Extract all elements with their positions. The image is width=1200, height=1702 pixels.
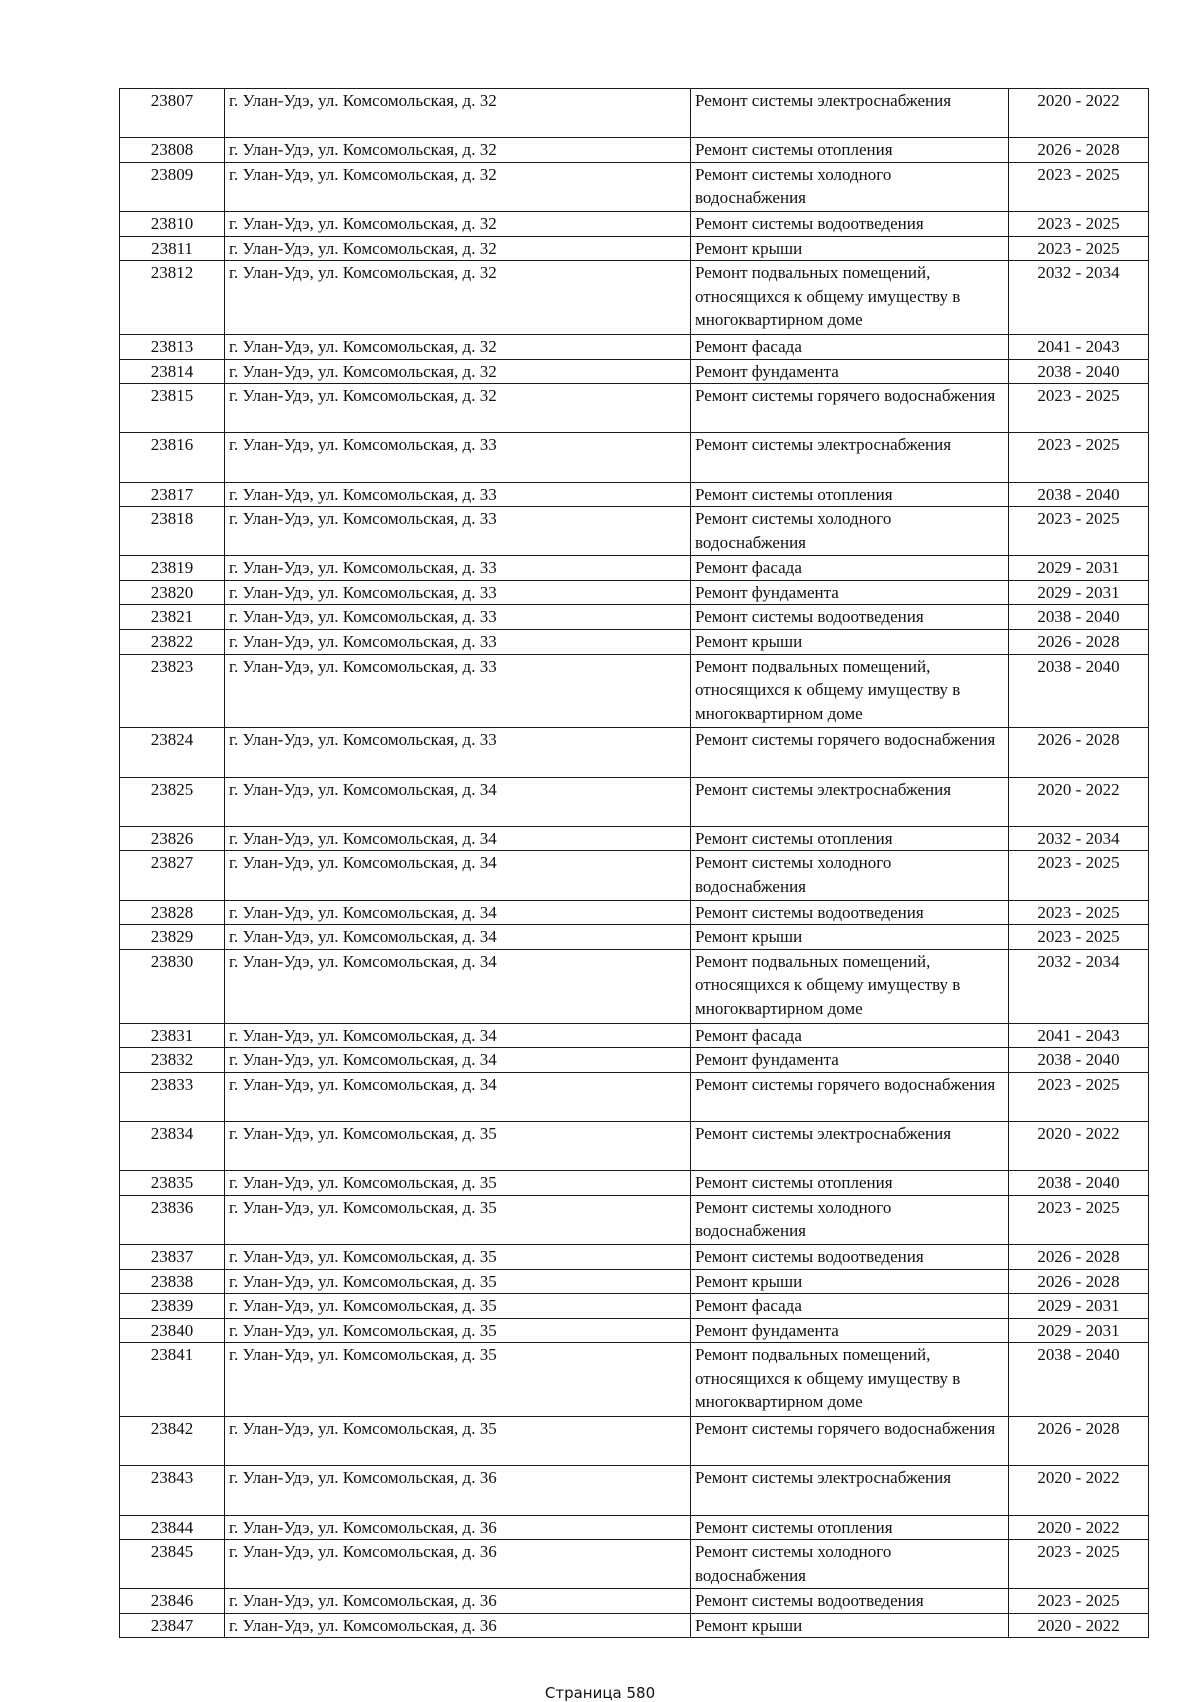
table-row (120, 1023, 1149, 1048)
table-row (120, 162, 1149, 211)
row-id-cell: 23826 (120, 826, 225, 851)
address-cell: г. Улан-Удэ, ул. Комсомольская, д. 33 (225, 556, 691, 581)
work-type-cell: Ремонт системы отопления (691, 138, 1009, 163)
work-type-cell: Ремонт системы холодного водоснабжения (691, 1195, 1009, 1244)
work-type-cell: Ремонт фасада (691, 1294, 1009, 1319)
work-type-cell: Ремонт системы водоотведения (691, 605, 1009, 630)
work-type-cell: Ремонт системы горячего водоснабжения (691, 728, 1009, 777)
table-row (120, 334, 1149, 359)
repair-schedule-table (119, 88, 1149, 1638)
work-type-cell: Ремонт системы холодного водоснабжения (691, 162, 1009, 211)
period-cell: 2041 - 2043 (1009, 1023, 1149, 1048)
period-cell: 2023 - 2025 (1009, 433, 1149, 482)
table-row (120, 89, 1149, 138)
address-cell: г. Улан-Удэ, ул. Комсомольская, д. 35 (225, 1294, 691, 1319)
row-id-cell: 23809 (120, 162, 225, 211)
work-type-cell: Ремонт фасада (691, 556, 1009, 581)
address-cell: г. Улан-Удэ, ул. Комсомольская, д. 32 (225, 384, 691, 433)
table-row (120, 1515, 1149, 1540)
address-cell: г. Улан-Удэ, ул. Комсомольская, д. 33 (225, 728, 691, 777)
period-cell: 2023 - 2025 (1009, 162, 1149, 211)
table-row (120, 1318, 1149, 1343)
row-id-cell: 23842 (120, 1417, 225, 1466)
table-row (120, 1244, 1149, 1269)
period-cell: 2026 - 2028 (1009, 1269, 1149, 1294)
row-id-cell: 23829 (120, 925, 225, 950)
row-id-cell: 23818 (120, 507, 225, 556)
work-type-cell: Ремонт системы водоотведения (691, 1589, 1009, 1614)
row-id-cell: 23821 (120, 605, 225, 630)
address-cell: г. Улан-Удэ, ул. Комсомольская, д. 34 (225, 1023, 691, 1048)
row-id-cell: 23832 (120, 1048, 225, 1073)
work-type-cell: Ремонт фундамента (691, 359, 1009, 384)
address-cell: г. Улан-Удэ, ул. Комсомольская, д. 32 (225, 334, 691, 359)
address-cell: г. Улан-Удэ, ул. Комсомольская, д. 33 (225, 605, 691, 630)
period-cell: 2032 - 2034 (1009, 261, 1149, 335)
row-id-cell: 23823 (120, 654, 225, 728)
row-id-cell: 23840 (120, 1318, 225, 1343)
period-cell: 2026 - 2028 (1009, 1417, 1149, 1466)
table-row (120, 384, 1149, 433)
table-row (120, 580, 1149, 605)
address-cell: г. Улан-Удэ, ул. Комсомольская, д. 33 (225, 654, 691, 728)
table-row (120, 1048, 1149, 1073)
work-type-cell: Ремонт крыши (691, 925, 1009, 950)
work-type-cell: Ремонт системы отопления (691, 482, 1009, 507)
address-cell: г. Улан-Удэ, ул. Комсомольская, д. 33 (225, 630, 691, 655)
work-type-cell: Ремонт системы горячего водоснабжения (691, 1417, 1009, 1466)
period-cell: 2038 - 2040 (1009, 605, 1149, 630)
address-cell: г. Улан-Удэ, ул. Комсомольская, д. 34 (225, 777, 691, 826)
table-row (120, 1613, 1149, 1638)
table-row (120, 507, 1149, 556)
table-row (120, 605, 1149, 630)
row-id-cell: 23843 (120, 1466, 225, 1515)
address-cell: г. Улан-Удэ, ул. Комсомольская, д. 35 (225, 1244, 691, 1269)
address-cell: г. Улан-Удэ, ул. Комсомольская, д. 32 (225, 138, 691, 163)
table-row (120, 900, 1149, 925)
table-row (120, 1417, 1149, 1466)
period-cell: 2038 - 2040 (1009, 1171, 1149, 1196)
period-cell: 2023 - 2025 (1009, 900, 1149, 925)
address-cell: г. Улан-Удэ, ул. Комсомольская, д. 35 (225, 1417, 691, 1466)
address-cell: г. Улан-Удэ, ул. Комсомольская, д. 35 (225, 1171, 691, 1196)
table-row (120, 1121, 1149, 1170)
row-id-cell: 23810 (120, 211, 225, 236)
row-id-cell: 23833 (120, 1072, 225, 1121)
address-cell: г. Улан-Удэ, ул. Комсомольская, д. 32 (225, 261, 691, 335)
address-cell: г. Улан-Удэ, ул. Комсомольская, д. 34 (225, 826, 691, 851)
row-id-cell: 23844 (120, 1515, 225, 1540)
row-id-cell: 23822 (120, 630, 225, 655)
row-id-cell: 23847 (120, 1613, 225, 1638)
table-row (120, 925, 1149, 950)
address-cell: г. Улан-Удэ, ул. Комсомольская, д. 36 (225, 1515, 691, 1540)
table-row (120, 1540, 1149, 1589)
work-type-cell: Ремонт подвальных помещений, относящихся к общему имуществу в многоквартирном доме (691, 1343, 1009, 1417)
work-type-cell: Ремонт системы электроснабжения (691, 433, 1009, 482)
address-cell: г. Улан-Удэ, ул. Комсомольская, д. 32 (225, 162, 691, 211)
table-row (120, 1589, 1149, 1614)
period-cell: 2029 - 2031 (1009, 580, 1149, 605)
address-cell: г. Улан-Удэ, ул. Комсомольская, д. 36 (225, 1613, 691, 1638)
period-cell: 2026 - 2028 (1009, 1244, 1149, 1269)
period-cell: 2023 - 2025 (1009, 1195, 1149, 1244)
work-type-cell: Ремонт фасада (691, 1023, 1009, 1048)
row-id-cell: 23838 (120, 1269, 225, 1294)
period-cell: 2023 - 2025 (1009, 851, 1149, 900)
period-cell: 2020 - 2022 (1009, 1466, 1149, 1515)
period-cell: 2029 - 2031 (1009, 556, 1149, 581)
row-id-cell: 23811 (120, 236, 225, 261)
work-type-cell: Ремонт фундамента (691, 580, 1009, 605)
period-cell: 2023 - 2025 (1009, 1540, 1149, 1589)
work-type-cell: Ремонт фундамента (691, 1048, 1009, 1073)
work-type-cell: Ремонт системы водоотведения (691, 900, 1009, 925)
address-cell: г. Улан-Удэ, ул. Комсомольская, д. 34 (225, 949, 691, 1023)
table-row (120, 949, 1149, 1023)
work-type-cell: Ремонт подвальных помещений, относящихся к общему имуществу в многоквартирном доме (691, 654, 1009, 728)
period-cell: 2029 - 2031 (1009, 1294, 1149, 1319)
work-type-cell: Ремонт крыши (691, 236, 1009, 261)
work-type-cell: Ремонт фундамента (691, 1318, 1009, 1343)
row-id-cell: 23813 (120, 334, 225, 359)
period-cell: 2020 - 2022 (1009, 777, 1149, 826)
address-cell: г. Улан-Удэ, ул. Комсомольская, д. 34 (225, 1072, 691, 1121)
table-row (120, 826, 1149, 851)
row-id-cell: 23814 (120, 359, 225, 384)
table-row (120, 1294, 1149, 1319)
table-row (120, 1269, 1149, 1294)
address-cell: г. Улан-Удэ, ул. Комсомольская, д. 32 (225, 89, 691, 138)
address-cell: г. Улан-Удэ, ул. Комсомольская, д. 33 (225, 580, 691, 605)
address-cell: г. Улан-Удэ, ул. Комсомольская, д. 32 (225, 236, 691, 261)
address-cell: г. Улан-Удэ, ул. Комсомольская, д. 34 (225, 1048, 691, 1073)
work-type-cell: Ремонт системы водоотведения (691, 1244, 1009, 1269)
period-cell: 2026 - 2028 (1009, 138, 1149, 163)
period-cell: 2023 - 2025 (1009, 384, 1149, 433)
row-id-cell: 23846 (120, 1589, 225, 1614)
row-id-cell: 23819 (120, 556, 225, 581)
address-cell: г. Улан-Удэ, ул. Комсомольская, д. 32 (225, 211, 691, 236)
work-type-cell: Ремонт системы электроснабжения (691, 89, 1009, 138)
work-type-cell: Ремонт системы отопления (691, 1171, 1009, 1196)
row-id-cell: 23835 (120, 1171, 225, 1196)
period-cell: 2038 - 2040 (1009, 1048, 1149, 1073)
address-cell: г. Улан-Удэ, ул. Комсомольская, д. 33 (225, 482, 691, 507)
address-cell: г. Улан-Удэ, ул. Комсомольская, д. 34 (225, 851, 691, 900)
table-row (120, 728, 1149, 777)
address-cell: г. Улан-Удэ, ул. Комсомольская, д. 35 (225, 1269, 691, 1294)
period-cell: 2023 - 2025 (1009, 925, 1149, 950)
row-id-cell: 23824 (120, 728, 225, 777)
period-cell: 2041 - 2043 (1009, 334, 1149, 359)
address-cell: г. Улан-Удэ, ул. Комсомольская, д. 32 (225, 359, 691, 384)
table-row (120, 777, 1149, 826)
address-cell: г. Улан-Удэ, ул. Комсомольская, д. 35 (225, 1343, 691, 1417)
row-id-cell: 23831 (120, 1023, 225, 1048)
table-row (120, 211, 1149, 236)
period-cell: 2038 - 2040 (1009, 482, 1149, 507)
period-cell: 2029 - 2031 (1009, 1318, 1149, 1343)
work-type-cell: Ремонт подвальных помещений, относящихся к общему имуществу в многоквартирном доме (691, 949, 1009, 1023)
work-type-cell: Ремонт фасада (691, 334, 1009, 359)
table-row (120, 851, 1149, 900)
work-type-cell: Ремонт крыши (691, 1613, 1009, 1638)
work-type-cell: Ремонт крыши (691, 630, 1009, 655)
table-row (120, 261, 1149, 335)
table-body (120, 89, 1149, 1638)
address-cell: г. Улан-Удэ, ул. Комсомольская, д. 33 (225, 507, 691, 556)
row-id-cell: 23820 (120, 580, 225, 605)
table-row (120, 630, 1149, 655)
table-row (120, 482, 1149, 507)
address-cell: г. Улан-Удэ, ул. Комсомольская, д. 33 (225, 433, 691, 482)
period-cell: 2032 - 2034 (1009, 949, 1149, 1023)
period-cell: 2020 - 2022 (1009, 89, 1149, 138)
work-type-cell: Ремонт системы отопления (691, 826, 1009, 851)
table-row (120, 654, 1149, 728)
row-id-cell: 23837 (120, 1244, 225, 1269)
address-cell: г. Улан-Удэ, ул. Комсомольская, д. 34 (225, 900, 691, 925)
row-id-cell: 23845 (120, 1540, 225, 1589)
period-cell: 2038 - 2040 (1009, 359, 1149, 384)
period-cell: 2023 - 2025 (1009, 507, 1149, 556)
work-type-cell: Ремонт системы горячего водоснабжения (691, 1072, 1009, 1121)
table-row (120, 1072, 1149, 1121)
page-number: Страница 580 (544, 1684, 656, 1702)
work-type-cell: Ремонт системы холодного водоснабжения (691, 507, 1009, 556)
row-id-cell: 23815 (120, 384, 225, 433)
row-id-cell: 23841 (120, 1343, 225, 1417)
work-type-cell: Ремонт подвальных помещений, относящихся к общему имуществу в многоквартирном доме (691, 261, 1009, 335)
work-type-cell: Ремонт системы электроснабжения (691, 1121, 1009, 1170)
table-row (120, 556, 1149, 581)
row-id-cell: 23807 (120, 89, 225, 138)
work-type-cell: Ремонт системы электроснабжения (691, 777, 1009, 826)
work-type-cell: Ремонт системы электроснабжения (691, 1466, 1009, 1515)
row-id-cell: 23839 (120, 1294, 225, 1319)
table-row (120, 359, 1149, 384)
work-type-cell: Ремонт системы горячего водоснабжения (691, 384, 1009, 433)
period-cell: 2020 - 2022 (1009, 1613, 1149, 1638)
work-type-cell: Ремонт системы отопления (691, 1515, 1009, 1540)
period-cell: 2026 - 2028 (1009, 728, 1149, 777)
row-id-cell: 23828 (120, 900, 225, 925)
address-cell: г. Улан-Удэ, ул. Комсомольская, д. 36 (225, 1540, 691, 1589)
address-cell: г. Улан-Удэ, ул. Комсомольская, д. 35 (225, 1318, 691, 1343)
work-type-cell: Ремонт системы водоотведения (691, 211, 1009, 236)
table-row (120, 1195, 1149, 1244)
row-id-cell: 23817 (120, 482, 225, 507)
period-cell: 2023 - 2025 (1009, 211, 1149, 236)
table-row (120, 433, 1149, 482)
row-id-cell: 23825 (120, 777, 225, 826)
period-cell: 2026 - 2028 (1009, 630, 1149, 655)
table-row (120, 138, 1149, 163)
period-cell: 2032 - 2034 (1009, 826, 1149, 851)
period-cell: 2038 - 2040 (1009, 1343, 1149, 1417)
work-type-cell: Ремонт системы холодного водоснабжения (691, 1540, 1009, 1589)
table-row (120, 1466, 1149, 1515)
row-id-cell: 23830 (120, 949, 225, 1023)
address-cell: г. Улан-Удэ, ул. Комсомольская, д. 35 (225, 1121, 691, 1170)
address-cell: г. Улан-Удэ, ул. Комсомольская, д. 34 (225, 925, 691, 950)
period-cell: 2023 - 2025 (1009, 236, 1149, 261)
row-id-cell: 23836 (120, 1195, 225, 1244)
period-cell: 2038 - 2040 (1009, 654, 1149, 728)
period-cell: 2020 - 2022 (1009, 1121, 1149, 1170)
address-cell: г. Улан-Удэ, ул. Комсомольская, д. 35 (225, 1195, 691, 1244)
work-type-cell: Ремонт крыши (691, 1269, 1009, 1294)
period-cell: 2020 - 2022 (1009, 1515, 1149, 1540)
row-id-cell: 23816 (120, 433, 225, 482)
row-id-cell: 23808 (120, 138, 225, 163)
table-row (120, 1171, 1149, 1196)
row-id-cell: 23827 (120, 851, 225, 900)
table-row (120, 1343, 1149, 1417)
address-cell: г. Улан-Удэ, ул. Комсомольская, д. 36 (225, 1466, 691, 1515)
work-type-cell: Ремонт системы холодного водоснабжения (691, 851, 1009, 900)
row-id-cell: 23834 (120, 1121, 225, 1170)
row-id-cell: 23812 (120, 261, 225, 335)
period-cell: 2023 - 2025 (1009, 1589, 1149, 1614)
address-cell: г. Улан-Удэ, ул. Комсомольская, д. 36 (225, 1589, 691, 1614)
table-row (120, 236, 1149, 261)
period-cell: 2023 - 2025 (1009, 1072, 1149, 1121)
